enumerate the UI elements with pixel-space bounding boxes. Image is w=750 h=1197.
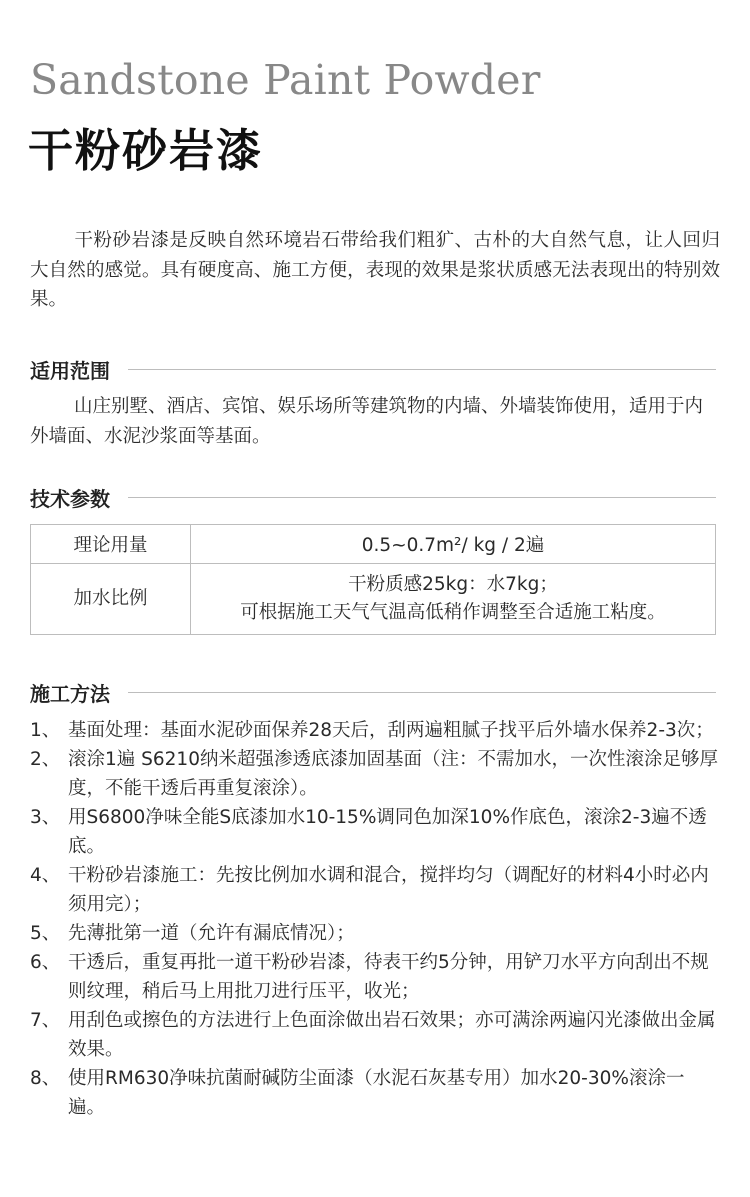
method-step bbox=[30, 919, 720, 948]
step-number: 1、 bbox=[30, 720, 61, 741]
step-number: 4、 bbox=[30, 865, 61, 886]
method-step bbox=[30, 803, 720, 861]
specs-row-water-ratio bbox=[31, 564, 716, 635]
scope-text: 山庄别墅、酒店、宾馆、娱乐场所等建筑物的内墙、外墙装饰使用，适用于内外墙面、水泥沙浆面等基面。 bbox=[30, 396, 704, 447]
specs-section-header bbox=[30, 482, 716, 512]
step-text: 用刮色或擦色的方法进行上色面涂做出岩石效果；亦可满涂两遍闪光漆做出金属效果。 bbox=[68, 1010, 716, 1060]
method-step bbox=[30, 1064, 720, 1122]
specs-value-usage: 0.5~0.7m²/ kg / 2遍 bbox=[191, 525, 716, 564]
step-text: 基面处理：基面水泥砂面保养28天后，刮两遍粗腻子找平后外墙水保养2-3次； bbox=[68, 720, 714, 741]
step-text: 用S6800净味全能S底漆加水10-15%调同色加深10%作底色，滚涂2-3遍不透底。 bbox=[68, 807, 707, 857]
step-text: 干粉砂岩漆施工：先按比例加水调和混合，搅拌均匀（调配好的材料4小时必内须用完）； bbox=[68, 865, 709, 915]
method-heading: 施工方法 bbox=[30, 681, 110, 706]
scope-section-header bbox=[30, 354, 716, 384]
specs-value-water-ratio-line2: 可根据施工天气气温高低稍作调整至合适施工粘度。 bbox=[240, 602, 666, 623]
step-number: 2、 bbox=[30, 749, 61, 770]
specs-key-water-ratio: 加水比例 bbox=[31, 564, 191, 635]
specs-key-usage: 理论用量 bbox=[31, 525, 191, 564]
intro-paragraph bbox=[30, 226, 720, 315]
step-text: 干透后，重复再批一道干粉砂岩漆，待表干约5分钟，用铲刀水平方向刮出不规则纹理，稍后马上用批刀进行压平，收光； bbox=[68, 952, 709, 1002]
method-step bbox=[30, 716, 720, 745]
step-number: 7、 bbox=[30, 1010, 61, 1031]
method-steps-list bbox=[30, 716, 720, 1122]
step-number: 8、 bbox=[30, 1068, 61, 1089]
step-text: 先薄批第一道（允许有漏底情况）； bbox=[68, 923, 355, 944]
specs-heading: 技术参数 bbox=[30, 486, 110, 511]
specs-table bbox=[30, 524, 716, 635]
scope-heading: 适用范围 bbox=[30, 358, 110, 383]
specs-value-water-ratio-line1: 干粉质感25kg：水7kg； bbox=[348, 574, 558, 595]
intro-text: 干粉砂岩漆是反映自然环境岩石带给我们粗犷、古朴的大自然气息，让人回归大自然的感觉。具有硬度高、施工方便，表现的效果是浆状质感无法表现出的特别效果。 bbox=[30, 230, 720, 310]
step-text: 滚涂1遍 S6210纳米超强渗透底漆加固基面（注：不需加水，一次性滚涂足够厚度，不能干透后再重复滚涂）。 bbox=[68, 749, 718, 799]
step-number: 5、 bbox=[30, 923, 61, 944]
method-divider bbox=[128, 692, 716, 693]
method-step bbox=[30, 948, 720, 1006]
english-title: Sandstone Paint Powder bbox=[30, 56, 541, 104]
method-step bbox=[30, 861, 720, 919]
specs-value-water-ratio bbox=[191, 564, 716, 635]
method-step bbox=[30, 1006, 720, 1064]
method-step bbox=[30, 745, 720, 803]
step-number: 6、 bbox=[30, 952, 61, 973]
step-text: 使用RM630净味抗菌耐碱防尘面漆（水泥石灰基专用）加水20-30%滚涂一遍。 bbox=[68, 1068, 685, 1118]
specs-divider bbox=[128, 497, 716, 498]
method-section-header bbox=[30, 677, 716, 707]
scope-paragraph bbox=[30, 392, 720, 451]
specs-row-usage bbox=[31, 525, 716, 564]
step-number: 3、 bbox=[30, 807, 61, 828]
chinese-title: 干粉砂岩漆 bbox=[28, 124, 264, 177]
scope-divider bbox=[128, 369, 716, 370]
